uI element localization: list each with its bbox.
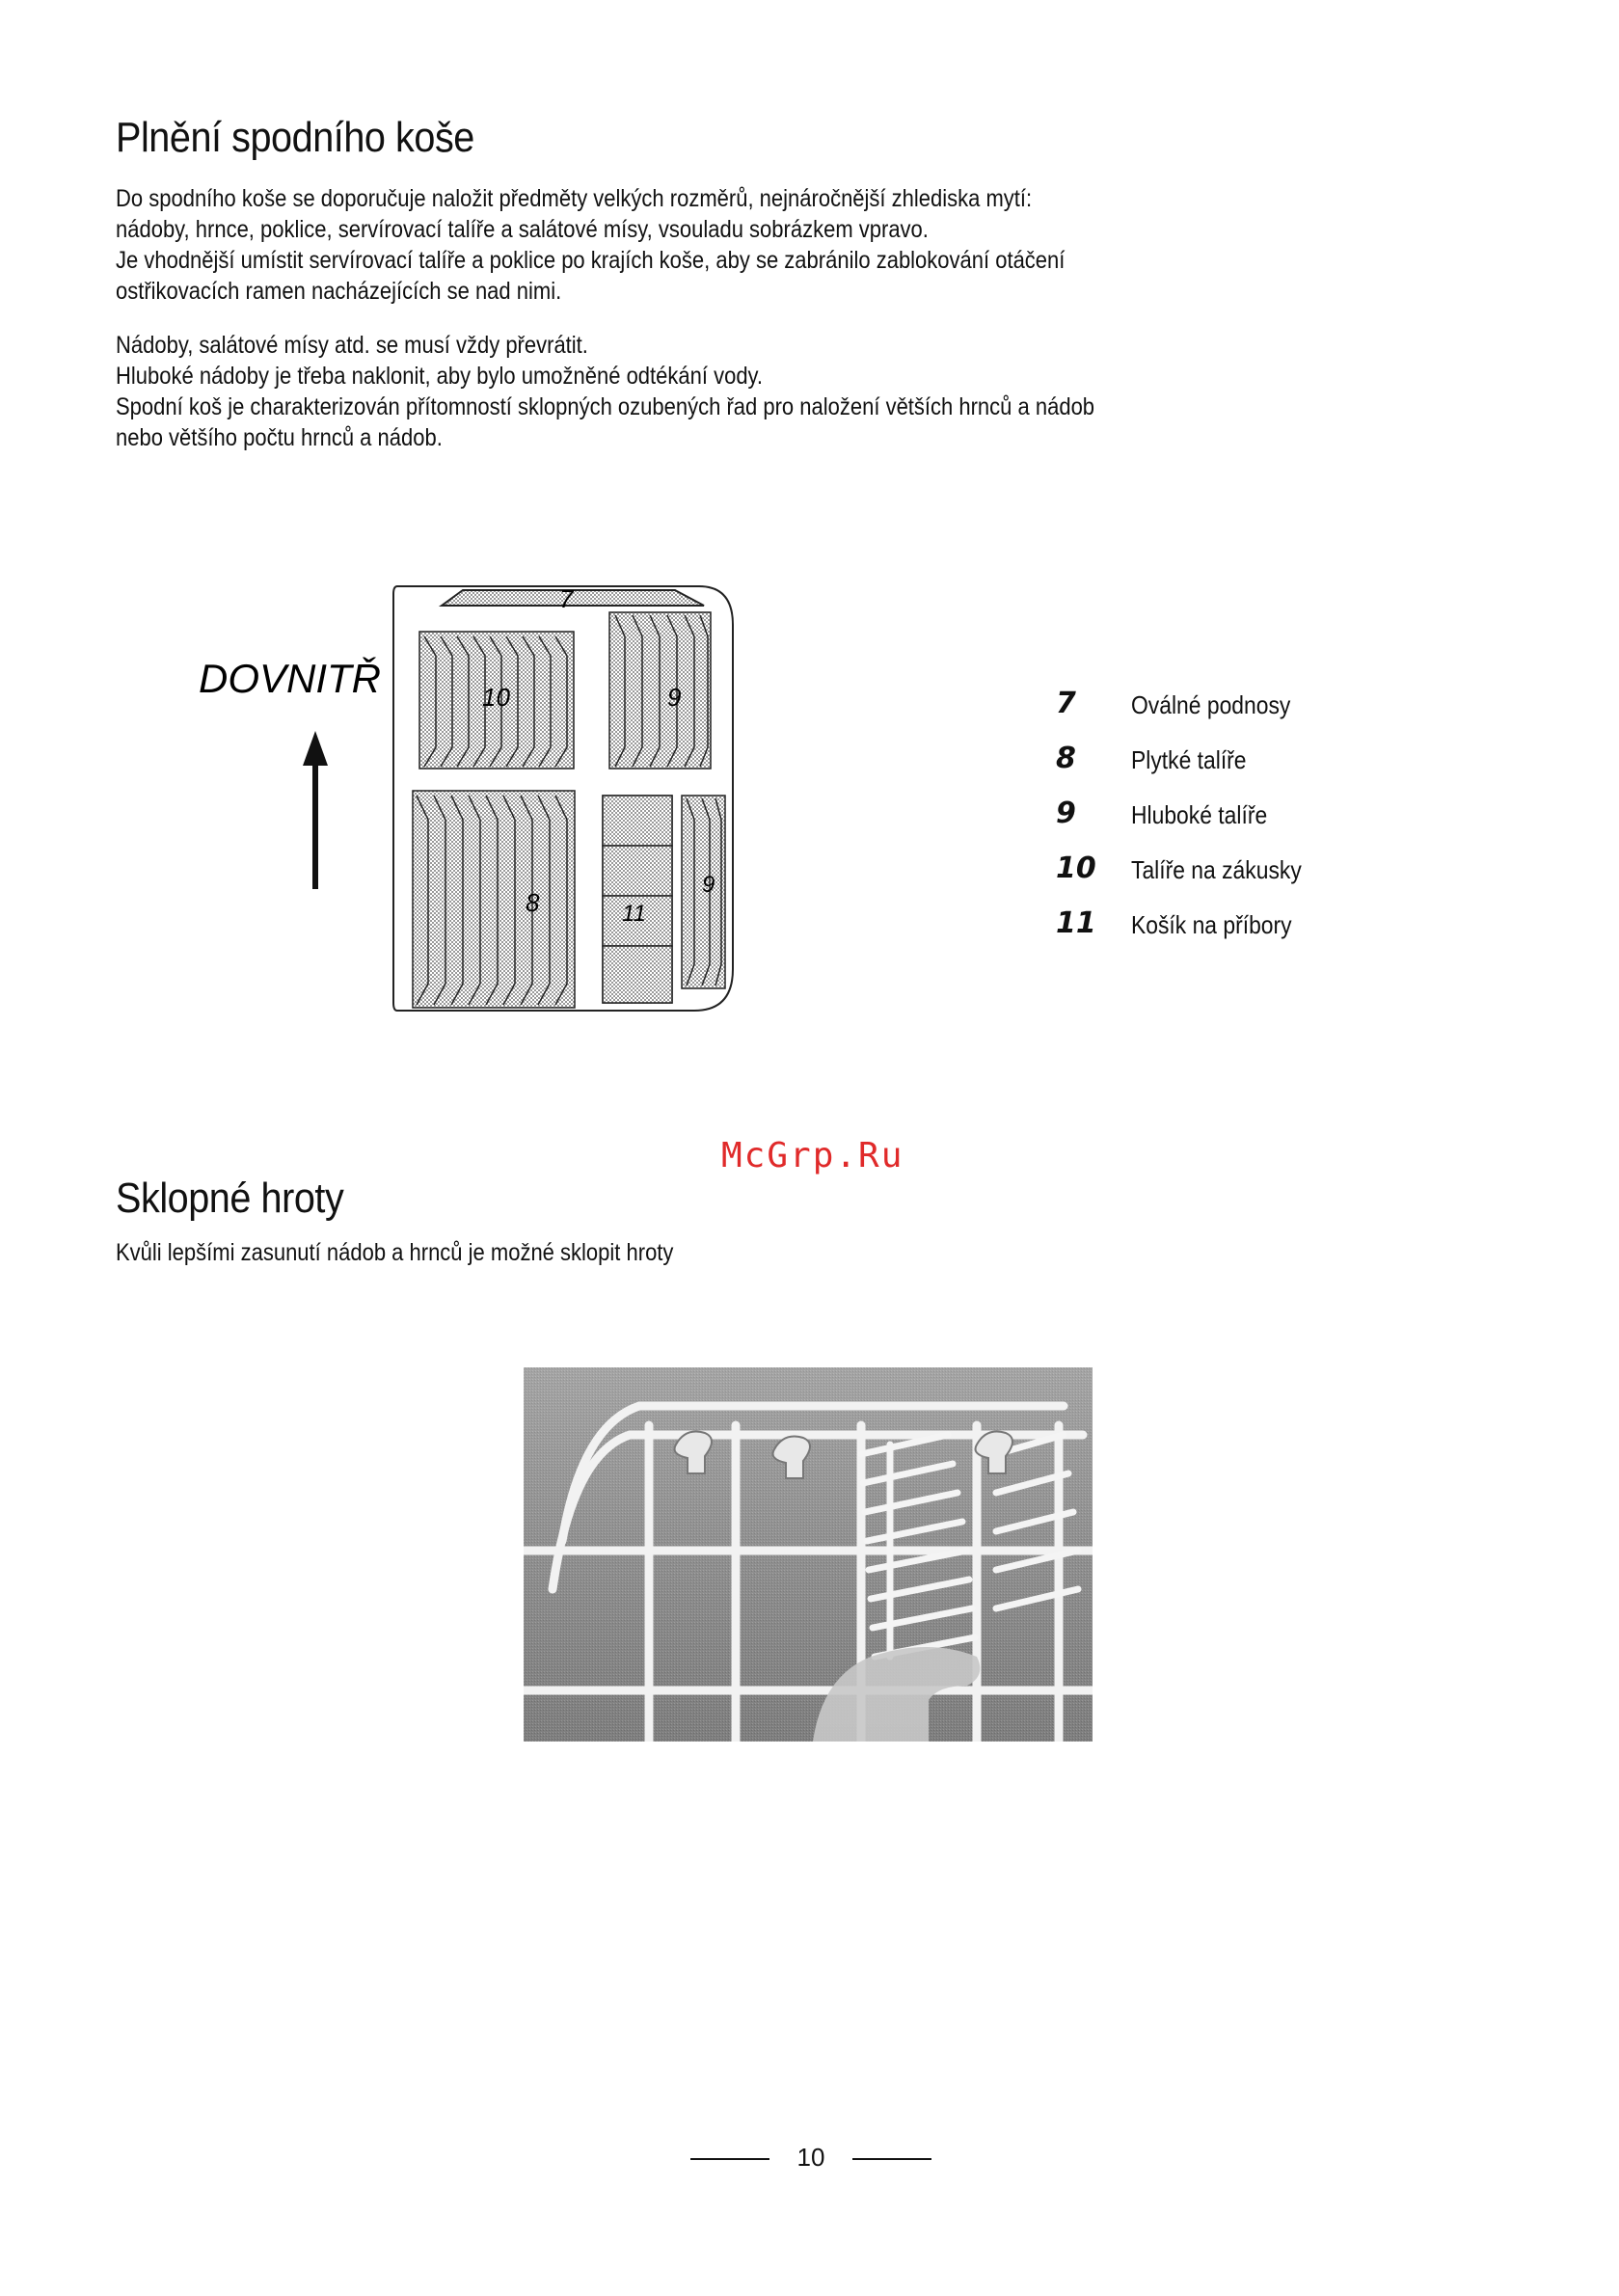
text-line: Kvůli lepšími zasunutí nádob a hrnců je možné sklopit hroty [116, 1239, 674, 1266]
text-line: Do spodního koše se doporučuje naložit předměty velkých rozměrů, nejnáročnější zhlediska mytí: [116, 185, 1033, 212]
divider [852, 2158, 931, 2160]
legend-number: 9 [1056, 797, 1076, 830]
legend-label: Košík na příbory [1131, 910, 1292, 939]
legend-label: Oválné podnosy [1131, 690, 1291, 719]
legend-number: 10 [1056, 851, 1096, 885]
folding-tines-photo [524, 1367, 1093, 1742]
tines-paragraph [116, 1237, 673, 1268]
flat-plates-zone [413, 791, 575, 1008]
lower-basket-diagram [193, 579, 752, 1032]
legend-number: 8 [1056, 742, 1076, 775]
text-line: Je vhodnější umístit servírovací talíře a poklice po krajích koše, aby se zabránilo zablokování otáčení [116, 247, 1066, 274]
legend-label: Talíře na zákusky [1131, 855, 1302, 884]
arrow-up-icon [303, 731, 328, 889]
text-line: Spodní koš je charakterizován přítomností sklopných ozubených řad pro naložení větších hrnců a nádob [116, 393, 1095, 420]
zone-label-7: 7 [559, 584, 574, 613]
page-number-text: 10 [796, 2143, 825, 2172]
direction-label: DOVNITŘ [199, 656, 381, 701]
zone-label-9-right: 9 [702, 872, 715, 898]
cutlery-basket-zone [603, 796, 672, 1003]
legend-label: Hluboké talíře [1131, 800, 1268, 829]
zone-label-9-top: 9 [667, 683, 682, 712]
text-line: Hluboké nádoby je třeba naklonit, aby bylo umožněné odtékání vody. [116, 363, 764, 390]
legend-number: 11 [1056, 906, 1096, 940]
loading-paragraph-1 [116, 183, 1065, 307]
legend-label: Plytké talíře [1131, 745, 1247, 774]
text-line: nebo většího počtu hrnců a nádob. [116, 424, 443, 451]
zone-label-10: 10 [482, 683, 510, 712]
zone-label-11: 11 [622, 901, 646, 927]
legend-number: 7 [1056, 687, 1076, 720]
watermark: McGrp.Ru [721, 1136, 904, 1175]
section-title-loading: Plnění spodního koše [116, 114, 474, 161]
loading-paragraph-2 [116, 330, 1094, 453]
text-line: ostřikovacích ramen nacházejících se nad nimi. [116, 278, 562, 305]
text-line: Nádoby, salátové mísy atd. se musí vždy převrátit. [116, 332, 588, 359]
zone-label-8: 8 [526, 888, 540, 917]
section-title-tines: Sklopné hroty [116, 1175, 344, 1222]
text-line: nádoby, hrnce, poklice, servírovací talíře a salátové mísy, vsouladu sobrázkem vpravo. [116, 216, 929, 243]
page-number [690, 2141, 931, 2179]
deep-plates-top-zone [609, 612, 711, 769]
